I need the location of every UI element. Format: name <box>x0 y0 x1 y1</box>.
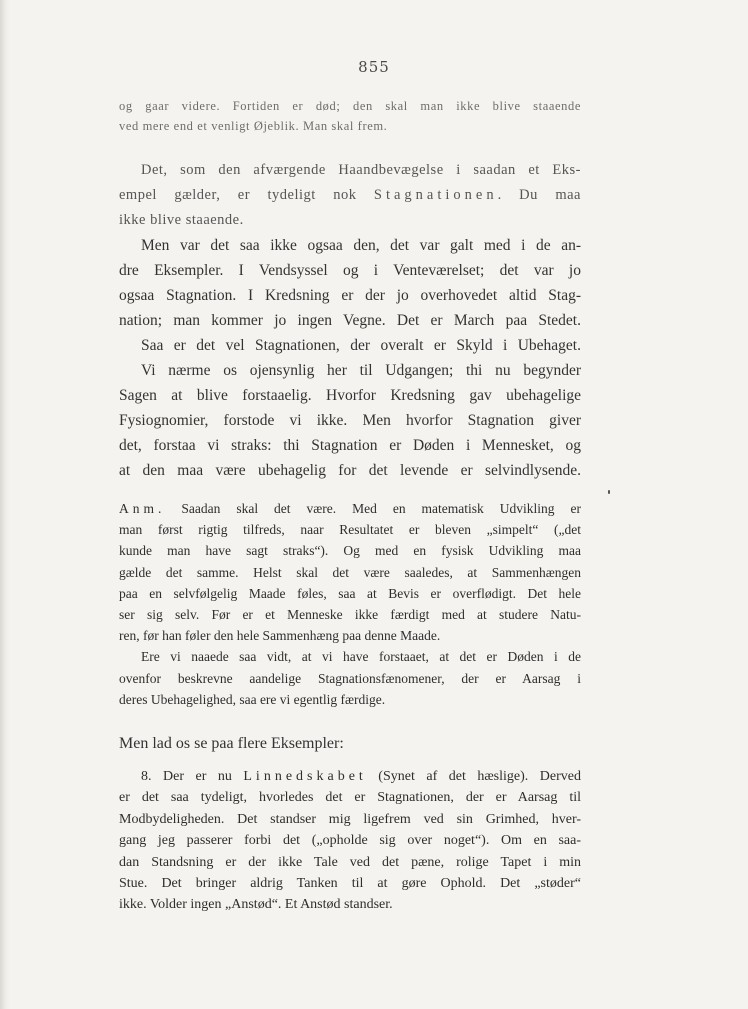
text-line: ved mere end et venligt Øjeblik. Man skal frem. <box>119 119 388 133</box>
text-line: Saa er det vel Stagnationen, der overalt er Skyld i Ubehaget. <box>141 337 581 354</box>
paragraph-examples <box>119 233 581 333</box>
text-segment: empel gælder, er tydeligt nok <box>119 187 374 203</box>
text-line: kunde man have sagt straks“). Og med en fysisk Udvikling maa <box>119 543 581 559</box>
paragraph-stagnation <box>119 158 581 233</box>
text-line: Modbydeligheden. Det standser mig ligefrem ved sin Grimhed, hver- <box>119 811 581 827</box>
text-line: det, forstaa vi straks: thi Stagnation er Døden i Mennesket, og <box>119 437 581 454</box>
section-heading <box>119 732 581 756</box>
text-line: Sagen at blive forstaaelig. Hvorfor Kredsning gav ubehagelige <box>119 387 581 404</box>
text-segment: (Synet af det hæslige). Derved <box>366 769 581 784</box>
text-line: ikke blive staaende. <box>119 212 244 228</box>
text-line <box>119 498 581 519</box>
text-line: Ere vi naaede saa vidt, at vi have forstaaet, at det er Døden i de <box>141 649 581 665</box>
text-line: paa en selvfølgelig Maade føles, saa at Bevis er overflødigt. Det hele <box>119 585 581 601</box>
text-line: deres Ubehagelighed, saa ere vi egentlig færdige. <box>119 691 386 707</box>
text-line: Men var det saa ikke ogsaa den, det var galt med i de an- <box>141 237 581 254</box>
text-line: ren, før han føler den hele Sammenhæng paa denne Maade. <box>119 628 441 644</box>
print-speck <box>608 490 610 494</box>
text-segment: Saadan skal det være. Med en matematisk Udvikling er <box>165 501 581 516</box>
text-line: man først rigtig tilfreds, naar Resultatet er bleven „simpelt“ („det <box>119 522 581 538</box>
text-segment: 8. Der er nu <box>141 769 244 784</box>
section-8 <box>119 766 581 916</box>
page-number: 855 <box>358 58 390 76</box>
text-line: nation; man kommer jo ingen Vegne. Det er March paa Stedet. <box>119 312 581 329</box>
page-binding-edge <box>0 0 10 1009</box>
text-line: og gaar videre. Fortiden er død; den skal man ikke blive staaende <box>119 99 581 113</box>
paragraph-continuation <box>119 96 581 136</box>
note-block <box>119 498 581 710</box>
text-line: dan Standsning er der ikke Tale ved det pæne, rolige Tapet i min <box>119 854 581 870</box>
text-line: Vi nærme os ojensynlig her til Udgangen; thi nu begynder <box>141 362 581 379</box>
text-line: Det, som den afværgende Haandbevægelse i saadan et Eks- <box>141 162 581 178</box>
text-segment: . Du maa <box>497 187 581 203</box>
text-line: ikke. Volder ingen „Anstød“. Et Anstød standser. <box>119 897 393 913</box>
text-line: er det saa tydeligt, hvorledes det er Stagnationen, der er Aarsag til <box>119 790 581 806</box>
text-line: gælde det samme. Helst skal det være saaledes, at Sammenhængen <box>119 564 581 580</box>
text-line <box>119 183 581 208</box>
text-line: ser sig selv. Før er et Menneske ikke færdigt med at studere Natu- <box>119 607 581 623</box>
text-line: at den maa være ubehagelig for det levende er selvindlysende. <box>119 462 581 479</box>
text-line: gang jeg passerer forbi det („opholde sig over noget“). Om en saa- <box>119 833 581 849</box>
emphasis-spaced: Stagnationen <box>373 187 498 203</box>
text-line: Fysiognomier, forstode vi ikke. Men hvorfor Stagnation giver <box>119 412 581 429</box>
text-line: dre Eksempler. I Vendsyssel og i Venteværelset; det var jo <box>119 262 581 279</box>
paragraph-saa <box>119 333 581 358</box>
text-line <box>119 766 581 787</box>
text-line: ogsaa Stagnation. I Kredsning er der jo overhovedet altid Stag- <box>119 287 581 304</box>
emphasis-spaced: Linnedskabet <box>243 769 367 784</box>
heading-text: Men lad os se paa flere Eksempler: <box>119 735 344 752</box>
note-label: Anm. <box>119 501 166 516</box>
text-line: ovenfor beskrevne aandelige Stagnationsfænomener, der er Aarsag i <box>119 670 581 686</box>
text-line: Stue. Det bringer aldrig Tanken til at gøre Ophold. Det „støder“ <box>119 876 581 892</box>
paragraph-vi <box>119 358 581 483</box>
